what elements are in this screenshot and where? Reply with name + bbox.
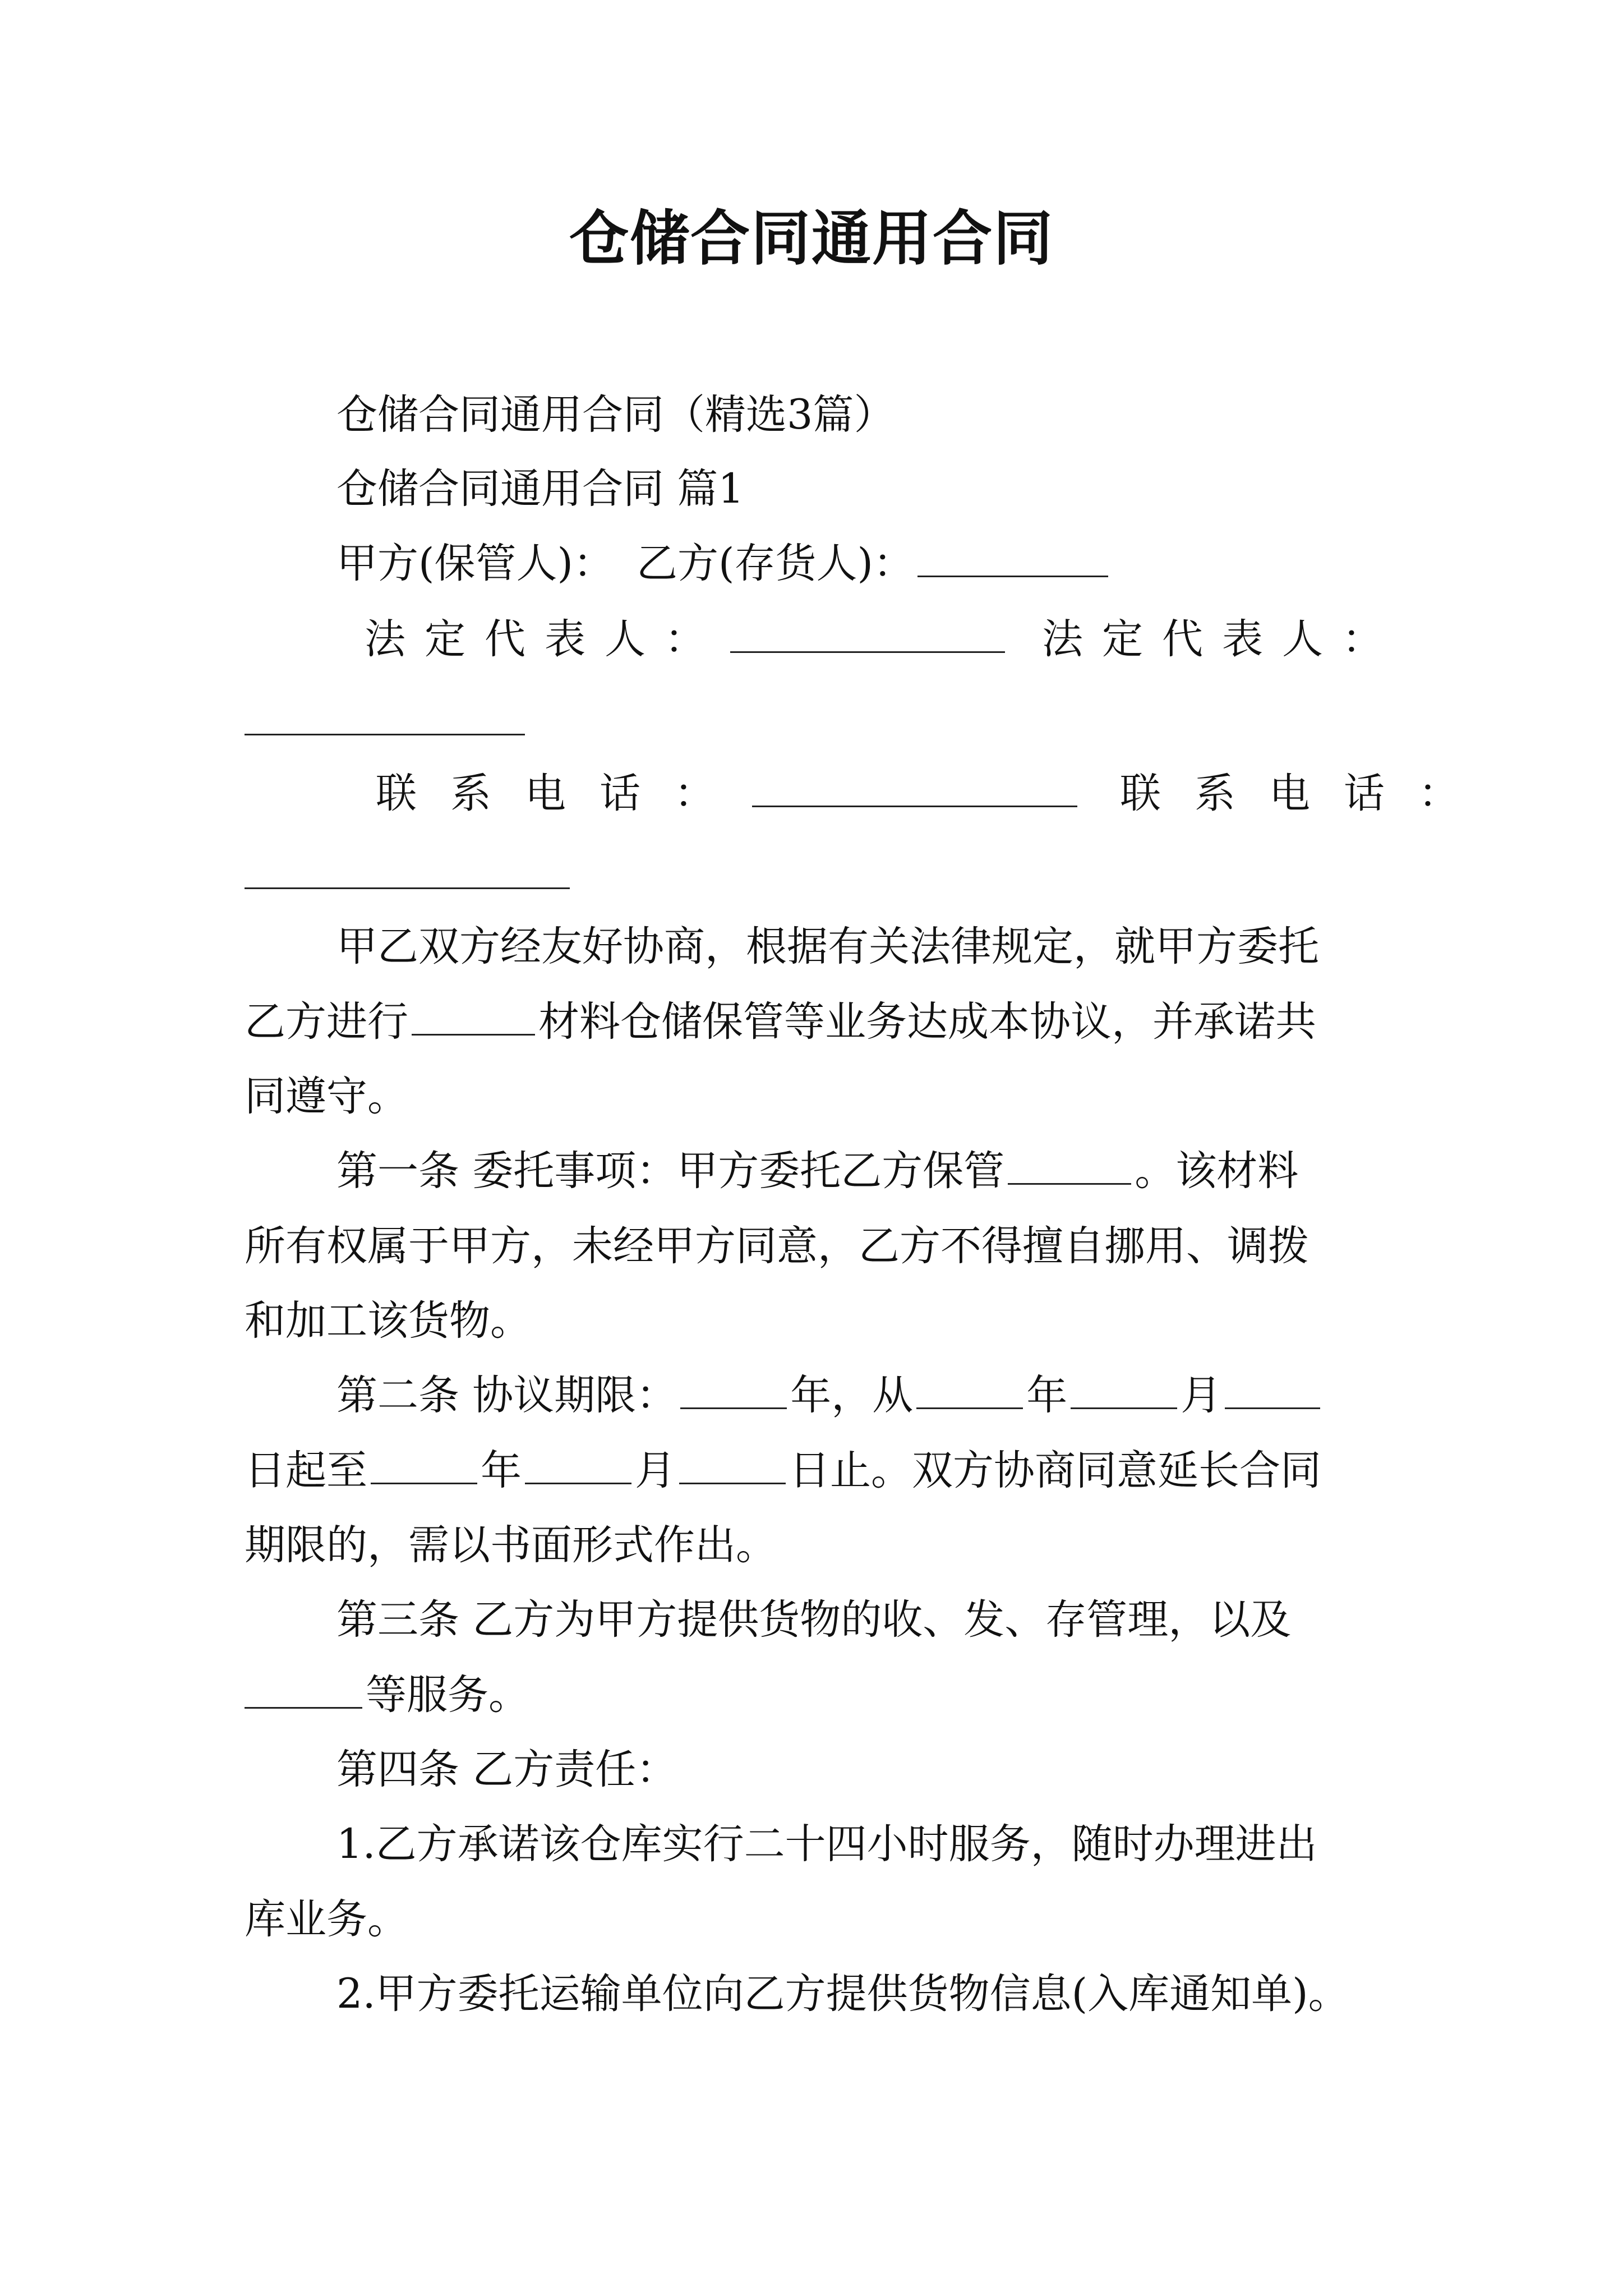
article-1-blank <box>1008 1144 1131 1185</box>
article-4-heading: 第四条 乙方责任： <box>336 1746 677 1793</box>
party-b-blank <box>917 536 1108 577</box>
article-2-text-e: 日起至 <box>245 1447 367 1494</box>
article-1-line-2: 所有权属于甲方，未经甲方同意，乙方不得擅自挪用、调拨 <box>245 1222 1309 1270</box>
document-title: 仓储合同通用合同 <box>569 203 1054 273</box>
article-2-text-b: 年，从 <box>790 1372 914 1419</box>
phone-b-blank <box>245 887 570 889</box>
rep-b-label: 法定代表人： <box>1042 615 1402 663</box>
article-1-text-a: 第一条 委托事项：甲方委托乙方保管 <box>336 1147 1005 1195</box>
party-line <box>336 536 1112 592</box>
article-2-blank-5 <box>371 1443 477 1484</box>
phone-line <box>376 766 1493 822</box>
article-2-line-3: 期限的，需以书面形式作出。 <box>245 1521 777 1569</box>
article-4-item-2: 2.甲方委托运输单位向乙方提供货物信息(入库通知单)。 <box>336 1970 1349 2018</box>
article-3-line-2 <box>245 1667 529 1723</box>
article-2-line-2 <box>245 1443 1321 1499</box>
phone-a-label: 联系电话： <box>376 770 749 817</box>
article-2-text-h: 日止。双方协商同意延长合同 <box>789 1447 1321 1494</box>
article-2-line-1 <box>336 1368 1324 1424</box>
article-1-text-b: 。该材料 <box>1135 1147 1299 1195</box>
intro-blank <box>412 995 535 1036</box>
article-4-item-1-line-2: 库业务。 <box>245 1895 408 1943</box>
intro-line-2 <box>245 994 1316 1050</box>
section-heading: 仓储合同通用合同 篇1 <box>336 465 744 513</box>
article-2-blank-7 <box>679 1443 786 1484</box>
article-1-line-3: 和加工该货物。 <box>245 1297 531 1345</box>
article-2-text-d: 月 <box>1181 1372 1222 1419</box>
article-2-blank-6 <box>525 1443 631 1484</box>
intro-text-b: 材料仓储保管等业务达成本协议，并承诺共 <box>538 998 1316 1046</box>
phone-b-label: 联系电话： <box>1120 770 1493 817</box>
article-2-text-c: 年 <box>1026 1372 1068 1419</box>
article-3-text: 等服务。 <box>366 1671 529 1719</box>
article-2-text-a: 第二条 协议期限： <box>336 1372 677 1419</box>
rep-a-blank <box>730 612 1005 653</box>
article-2-blank-4 <box>1225 1368 1320 1409</box>
document-subtitle: 仓储合同通用合同（精选3篇） <box>336 391 895 439</box>
article-4-item-1-line-1: 1.乙方承诺该仓库实行二十四小时服务，随时办理进出 <box>336 1820 1317 1868</box>
article-2-text-f: 年 <box>481 1447 522 1494</box>
rep-a-label: 法定代表人： <box>365 615 725 663</box>
article-3-line-1: 第三条 乙方为甲方提供货物的收、发、存管理，以及 <box>336 1596 1292 1644</box>
rep-line <box>365 611 1402 668</box>
party-a-label: 甲方(保管人)： <box>336 540 614 587</box>
article-3-blank <box>245 1668 362 1709</box>
article-2-blank-1 <box>680 1368 787 1409</box>
intro-text-a: 乙方进行 <box>245 998 408 1046</box>
rep-b-blank <box>245 734 525 735</box>
article-2-text-g: 月 <box>635 1447 676 1494</box>
article-2-blank-3 <box>1071 1368 1177 1409</box>
intro-line-1: 甲乙双方经友好协商，根据有关法律规定，就甲方委托 <box>336 923 1319 970</box>
phone-a-blank <box>752 766 1077 807</box>
article-1-line-1 <box>336 1143 1298 1199</box>
party-b-label: 乙方(存货人)： <box>636 540 914 587</box>
intro-line-3: 同遵守。 <box>245 1073 408 1120</box>
article-2-blank-2 <box>916 1368 1023 1409</box>
